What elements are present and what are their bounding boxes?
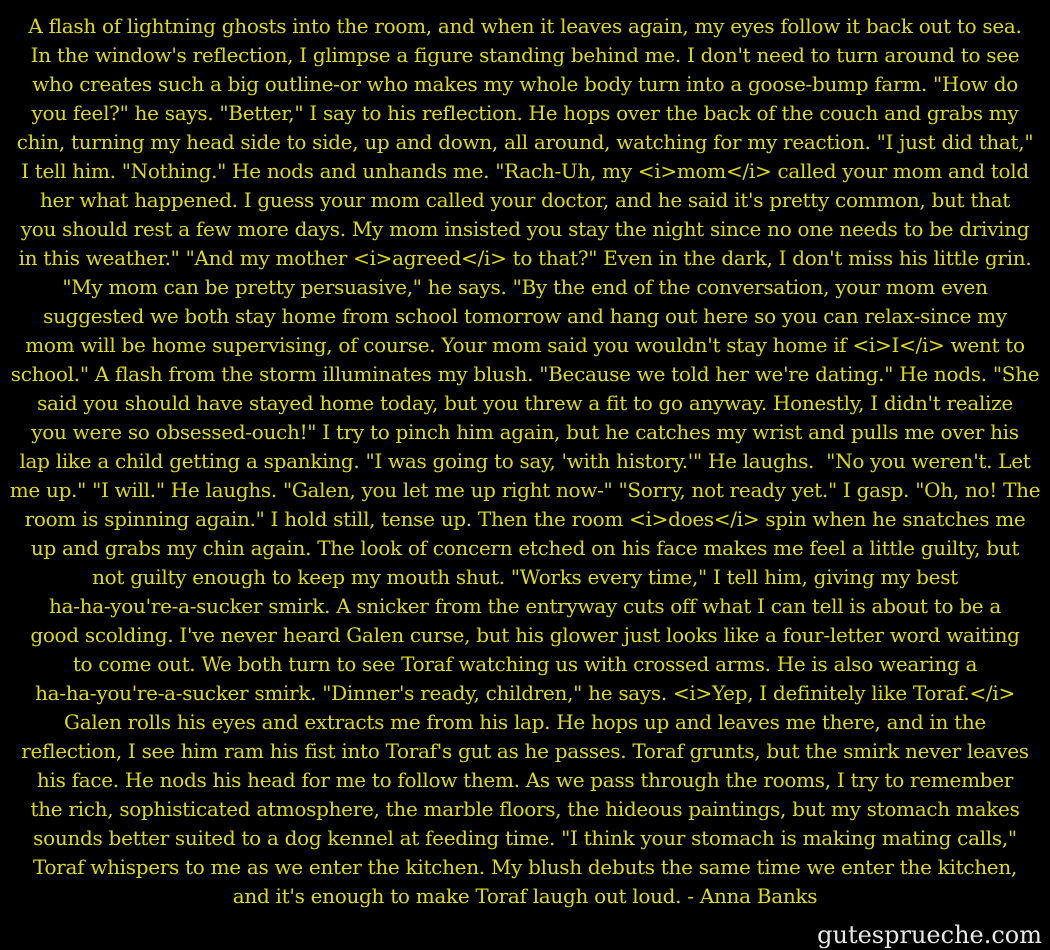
quote-line: ha-ha-you're-a-sucker smirk. "Dinner's ready, children," he says. <i>Yep, I definitely like Toraf.</i>	[35, 681, 1015, 705]
quote-line: sounds better suited to a dog kennel at feeding time. "I think your stomach is making mating calls,"	[33, 826, 1017, 850]
quote-line: Toraf whispers to me as we enter the kitchen. My blush debuts the same time we enter the kitchen,	[33, 855, 1017, 879]
quote-line: up and grabs my chin again. The look of concern etched on his face makes me feel a little guilty, but	[30, 536, 1020, 560]
watermark: gutesprueche.com	[817, 921, 1042, 949]
quote-line: lap like a child getting a spanking. "I was going to say, 'with history.'" He laughs. "No you weren't. Let	[19, 449, 1031, 473]
quote-line: his face. He nods his head for me to follow them. As we pass through the rooms, I try to remember	[36, 768, 1014, 792]
quote-line: the rich, sophisticated atmosphere, the marble floors, the hideous paintings, but my stomach makes	[30, 797, 1020, 821]
quote-text	[0, 12, 1050, 911]
quote-line: you were so obsessed-ouch!" I try to pinch him again, but he catches my wrist and pulls me over his	[31, 420, 1019, 444]
quote-line: and it's enough to make Toraf laugh out loud. - Anna Banks	[232, 884, 818, 908]
quote-line: not guilty enough to keep my mouth shut. "Works every time," I tell him, giving my best	[92, 565, 958, 589]
quote-line: to come out. We both turn to see Toraf watching us with crossed arms. He is also wearing a	[72, 652, 978, 676]
quote-line: in this weather." "And my mother <i>agreed</i> to that?" Even in the dark, I don't miss his little grin.	[18, 246, 1032, 270]
quote-line: you feel?" he says. "Better," I say to his reflection. He hops over the back of the couch and grabs my	[31, 101, 1019, 125]
quote-line: In the window's reflection, I glimpse a figure standing behind me. I don't need to turn around to see	[30, 43, 1020, 67]
quote-line: I tell him. "Nothing." He nods and unhands me. "Rach-Uh, my <i>mom</i> called your mom and told	[21, 159, 1029, 183]
quote-line: school." A flash from the storm illuminates my blush. "Because we told her we're dating." He nods. "She	[10, 362, 1040, 386]
quote-line: "My mom can be pretty persuasive," he says. "By the end of the conversation, your mom even	[62, 275, 988, 299]
quote-line: good scolding. I've never heard Galen curse, but his glower just looks like a four-letter word waiting	[30, 623, 1020, 647]
quote-line: suggested we both stay home from school tomorrow and hang out here so you can relax-since my	[43, 304, 1007, 328]
quote-line: you should rest a few more days. My mom insisted you stay the night since no one needs to be driving	[20, 217, 1030, 241]
quote-line: reflection, I see him ram his fist into Toraf's gut as he passes. Toraf grunts, but the smirk never leaves	[21, 739, 1029, 763]
quote-line: her what happened. I guess your mom called your doctor, and he said it's pretty common, but that	[39, 188, 1011, 212]
quote-line: ha-ha-you're-a-sucker smirk. A snicker from the entryway cuts off what I can tell is about to be a	[48, 594, 1001, 618]
quote-line: who creates such a big outline-or who makes my whole body turn into a goose-bump farm. "How do	[32, 72, 1018, 96]
quote-line: mom will be home supervising, of course. Your mom said you wouldn't stay home if <i>I</i> went to	[25, 333, 1025, 357]
quote-line: me up." "I will." He laughs. "Galen, you let me up right now-" "Sorry, not ready yet." I gasp. "Oh, no! The	[9, 478, 1041, 502]
quote-line: room is spinning again." I hold still, tense up. Then the room <i>does</i> spin when he snatches me	[24, 507, 1026, 531]
quote-line: chin, turning my head side to side, up and down, all around, watching for my reaction. "I just did that,"	[16, 130, 1034, 154]
quote-line: Galen rolls his eyes and extracts me from his lap. He hops up and leaves me there, and in the	[64, 710, 986, 734]
quote-line: said you should have stayed home today, but you threw a fit to go anyway. Honestly, I didn't realize	[37, 391, 1013, 415]
quote-line: A flash of lightning ghosts into the room, and when it leaves again, my eyes follow it back out to sea.	[28, 14, 1022, 38]
